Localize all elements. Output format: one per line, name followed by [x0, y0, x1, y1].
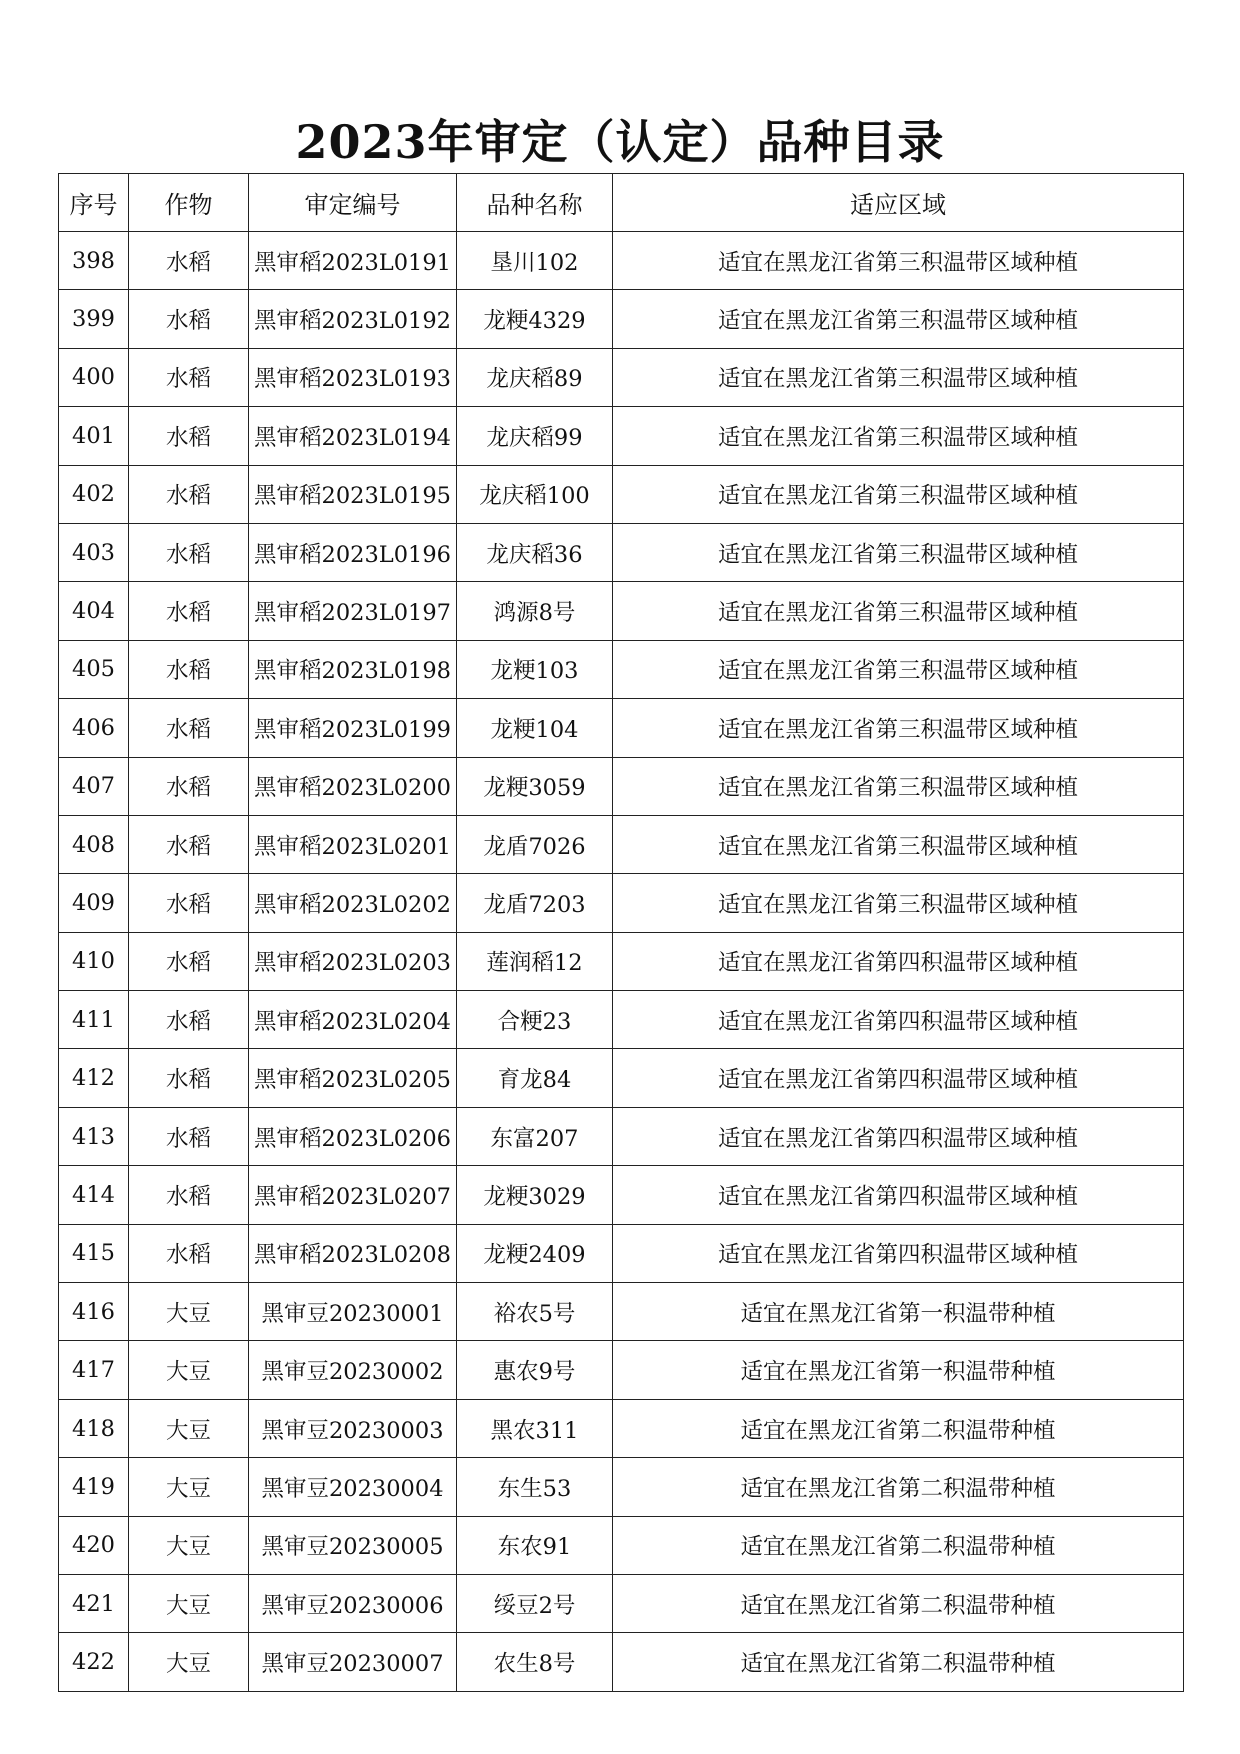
cell-approval-number: 黑审稻2023L0194: [249, 407, 457, 465]
cell-crop: 大豆: [129, 1399, 249, 1457]
table-row: [59, 757, 1184, 815]
cell-suitable-region: 适宜在黑龙江省第三积温带区域种植: [613, 407, 1184, 465]
cell-approval-number: 黑审稻2023L0200: [249, 757, 457, 815]
cell-crop: 水稻: [129, 991, 249, 1049]
cell-crop: 水稻: [129, 815, 249, 873]
table-row: [59, 1224, 1184, 1282]
cell-suitable-region: 适宜在黑龙江省第三积温带区域种植: [613, 582, 1184, 640]
cell-suitable-region: 适宜在黑龙江省第四积温带区域种植: [613, 1107, 1184, 1165]
cell-crop: 大豆: [129, 1458, 249, 1516]
table-row: [59, 1341, 1184, 1399]
cell-suitable-region: 适宜在黑龙江省第三积温带区域种植: [613, 874, 1184, 932]
table-row: [59, 1574, 1184, 1632]
cell-serial-number: 410: [59, 932, 129, 990]
cell-suitable-region: 适宜在黑龙江省第三积温带区域种植: [613, 523, 1184, 581]
cell-crop: 水稻: [129, 874, 249, 932]
cell-variety-name: 龙粳2409: [457, 1224, 613, 1282]
table-row: [59, 699, 1184, 757]
table-row: [59, 348, 1184, 406]
cell-serial-number: 399: [59, 290, 129, 348]
cell-variety-name: 东富207: [457, 1107, 613, 1165]
cell-serial-number: 416: [59, 1283, 129, 1341]
cell-crop: 水稻: [129, 1107, 249, 1165]
cell-suitable-region: 适宜在黑龙江省第三积温带区域种植: [613, 815, 1184, 873]
cell-suitable-region: 适宜在黑龙江省第三积温带区域种植: [613, 290, 1184, 348]
table-row: [59, 1399, 1184, 1457]
cell-suitable-region: 适宜在黑龙江省第四积温带区域种植: [613, 991, 1184, 1049]
table-row: [59, 1166, 1184, 1224]
cell-serial-number: 408: [59, 815, 129, 873]
cell-serial-number: 421: [59, 1574, 129, 1632]
cell-suitable-region: 适宜在黑龙江省第三积温带区域种植: [613, 640, 1184, 698]
header-row: [59, 174, 1184, 232]
cell-serial-number: 414: [59, 1166, 129, 1224]
cell-serial-number: 405: [59, 640, 129, 698]
cell-crop: 水稻: [129, 1166, 249, 1224]
cell-serial-number: 407: [59, 757, 129, 815]
cell-crop: 大豆: [129, 1633, 249, 1691]
cell-crop: 水稻: [129, 1224, 249, 1282]
cell-serial-number: 420: [59, 1516, 129, 1574]
table-row: [59, 465, 1184, 523]
table-row: [59, 290, 1184, 348]
cell-crop: 水稻: [129, 348, 249, 406]
cell-serial-number: 419: [59, 1458, 129, 1516]
cell-serial-number: 413: [59, 1107, 129, 1165]
cell-suitable-region: 适宜在黑龙江省第四积温带区域种植: [613, 1224, 1184, 1282]
cell-crop: 水稻: [129, 407, 249, 465]
cell-approval-number: 黑审稻2023L0206: [249, 1107, 457, 1165]
cell-suitable-region: 适宜在黑龙江省第二积温带种植: [613, 1574, 1184, 1632]
cell-approval-number: 黑审豆20230005: [249, 1516, 457, 1574]
cell-approval-number: 黑审稻2023L0192: [249, 290, 457, 348]
header-approval-number: 审定编号: [249, 174, 457, 232]
cell-crop: 水稻: [129, 523, 249, 581]
cell-approval-number: 黑审稻2023L0202: [249, 874, 457, 932]
cell-variety-name: 龙庆稻89: [457, 348, 613, 406]
cell-variety-name: 龙粳3059: [457, 757, 613, 815]
cell-approval-number: 黑审稻2023L0203: [249, 932, 457, 990]
cell-suitable-region: 适宜在黑龙江省第三积温带区域种植: [613, 465, 1184, 523]
cell-crop: 水稻: [129, 465, 249, 523]
table-row: [59, 1283, 1184, 1341]
cell-suitable-region: 适宜在黑龙江省第一积温带种植: [613, 1283, 1184, 1341]
header-crop: 作物: [129, 174, 249, 232]
cell-suitable-region: 适宜在黑龙江省第三积温带区域种植: [613, 348, 1184, 406]
cell-serial-number: 402: [59, 465, 129, 523]
cell-suitable-region: 适宜在黑龙江省第二积温带种植: [613, 1516, 1184, 1574]
cell-serial-number: 400: [59, 348, 129, 406]
cell-variety-name: 莲润稻12: [457, 932, 613, 990]
cell-variety-name: 龙粳103: [457, 640, 613, 698]
cell-variety-name: 龙粳104: [457, 699, 613, 757]
cell-crop: 大豆: [129, 1341, 249, 1399]
cell-serial-number: 417: [59, 1341, 129, 1399]
table-row: [59, 640, 1184, 698]
cell-variety-name: 惠农9号: [457, 1341, 613, 1399]
table-header: [59, 174, 1184, 232]
cell-variety-name: 龙庆稻36: [457, 523, 613, 581]
cell-crop: 水稻: [129, 699, 249, 757]
cell-crop: 大豆: [129, 1574, 249, 1632]
cell-variety-name: 黑农311: [457, 1399, 613, 1457]
table-row: [59, 991, 1184, 1049]
table-row: [59, 815, 1184, 873]
cell-crop: 水稻: [129, 1049, 249, 1107]
cell-suitable-region: 适宜在黑龙江省第二积温带种植: [613, 1458, 1184, 1516]
cell-serial-number: 415: [59, 1224, 129, 1282]
header-suitable-region: 适应区域: [613, 174, 1184, 232]
cell-approval-number: 黑审稻2023L0196: [249, 523, 457, 581]
header-variety-name: 品种名称: [457, 174, 613, 232]
table-row: [59, 582, 1184, 640]
cell-suitable-region: 适宜在黑龙江省第四积温带区域种植: [613, 932, 1184, 990]
cell-variety-name: 东农91: [457, 1516, 613, 1574]
cell-variety-name: 裕农5号: [457, 1283, 613, 1341]
cell-serial-number: 401: [59, 407, 129, 465]
cell-variety-name: 龙庆稻99: [457, 407, 613, 465]
cell-approval-number: 黑审豆20230001: [249, 1283, 457, 1341]
cell-serial-number: 422: [59, 1633, 129, 1691]
cell-variety-name: 龙粳3029: [457, 1166, 613, 1224]
cell-serial-number: 409: [59, 874, 129, 932]
variety-catalog-table: [58, 173, 1184, 1692]
table-row: [59, 1458, 1184, 1516]
cell-approval-number: 黑审稻2023L0195: [249, 465, 457, 523]
cell-variety-name: 育龙84: [457, 1049, 613, 1107]
cell-crop: 水稻: [129, 232, 249, 290]
cell-serial-number: 418: [59, 1399, 129, 1457]
cell-approval-number: 黑审稻2023L0198: [249, 640, 457, 698]
header-serial-number: 序号: [59, 174, 129, 232]
cell-crop: 水稻: [129, 582, 249, 640]
cell-approval-number: 黑审稻2023L0199: [249, 699, 457, 757]
cell-crop: 大豆: [129, 1516, 249, 1574]
cell-serial-number: 403: [59, 523, 129, 581]
cell-suitable-region: 适宜在黑龙江省第三积温带区域种植: [613, 232, 1184, 290]
cell-approval-number: 黑审豆20230003: [249, 1399, 457, 1457]
cell-suitable-region: 适宜在黑龙江省第四积温带区域种植: [613, 1166, 1184, 1224]
table-row: [59, 232, 1184, 290]
cell-approval-number: 黑审豆20230002: [249, 1341, 457, 1399]
cell-approval-number: 黑审稻2023L0205: [249, 1049, 457, 1107]
cell-serial-number: 406: [59, 699, 129, 757]
cell-crop: 水稻: [129, 290, 249, 348]
cell-crop: 大豆: [129, 1283, 249, 1341]
cell-variety-name: 垦川102: [457, 232, 613, 290]
cell-serial-number: 404: [59, 582, 129, 640]
cell-approval-number: 黑审豆20230004: [249, 1458, 457, 1516]
cell-approval-number: 黑审稻2023L0193: [249, 348, 457, 406]
cell-variety-name: 鸿源8号: [457, 582, 613, 640]
cell-crop: 水稻: [129, 757, 249, 815]
table-row: [59, 1107, 1184, 1165]
cell-variety-name: 绥豆2号: [457, 1574, 613, 1632]
cell-variety-name: 龙盾7203: [457, 874, 613, 932]
cell-approval-number: 黑审豆20230007: [249, 1633, 457, 1691]
cell-variety-name: 农生8号: [457, 1633, 613, 1691]
cell-suitable-region: 适宜在黑龙江省第四积温带区域种植: [613, 1049, 1184, 1107]
cell-approval-number: 黑审稻2023L0208: [249, 1224, 457, 1282]
cell-approval-number: 黑审稻2023L0204: [249, 991, 457, 1049]
cell-variety-name: 龙庆稻100: [457, 465, 613, 523]
table-row: [59, 407, 1184, 465]
cell-suitable-region: 适宜在黑龙江省第二积温带种植: [613, 1633, 1184, 1691]
cell-variety-name: 龙粳4329: [457, 290, 613, 348]
cell-approval-number: 黑审稻2023L0201: [249, 815, 457, 873]
cell-approval-number: 黑审豆20230006: [249, 1574, 457, 1632]
cell-crop: 水稻: [129, 932, 249, 990]
cell-serial-number: 411: [59, 991, 129, 1049]
cell-variety-name: 东生53: [457, 1458, 613, 1516]
table-row: [59, 932, 1184, 990]
cell-suitable-region: 适宜在黑龙江省第二积温带种植: [613, 1399, 1184, 1457]
table-row: [59, 1516, 1184, 1574]
table-row: [59, 523, 1184, 581]
cell-crop: 水稻: [129, 640, 249, 698]
table-row: [59, 1049, 1184, 1107]
table-row: [59, 874, 1184, 932]
cell-variety-name: 合粳23: [457, 991, 613, 1049]
cell-suitable-region: 适宜在黑龙江省第三积温带区域种植: [613, 699, 1184, 757]
cell-approval-number: 黑审稻2023L0191: [249, 232, 457, 290]
page-title: 2023年审定（认定）品种目录: [295, 115, 945, 169]
cell-suitable-region: 适宜在黑龙江省第三积温带区域种植: [613, 757, 1184, 815]
cell-serial-number: 412: [59, 1049, 129, 1107]
table-row: [59, 1633, 1184, 1691]
cell-approval-number: 黑审稻2023L0197: [249, 582, 457, 640]
cell-serial-number: 398: [59, 232, 129, 290]
table-body: [59, 232, 1184, 1692]
cell-variety-name: 龙盾7026: [457, 815, 613, 873]
cell-suitable-region: 适宜在黑龙江省第一积温带种植: [613, 1341, 1184, 1399]
cell-approval-number: 黑审稻2023L0207: [249, 1166, 457, 1224]
